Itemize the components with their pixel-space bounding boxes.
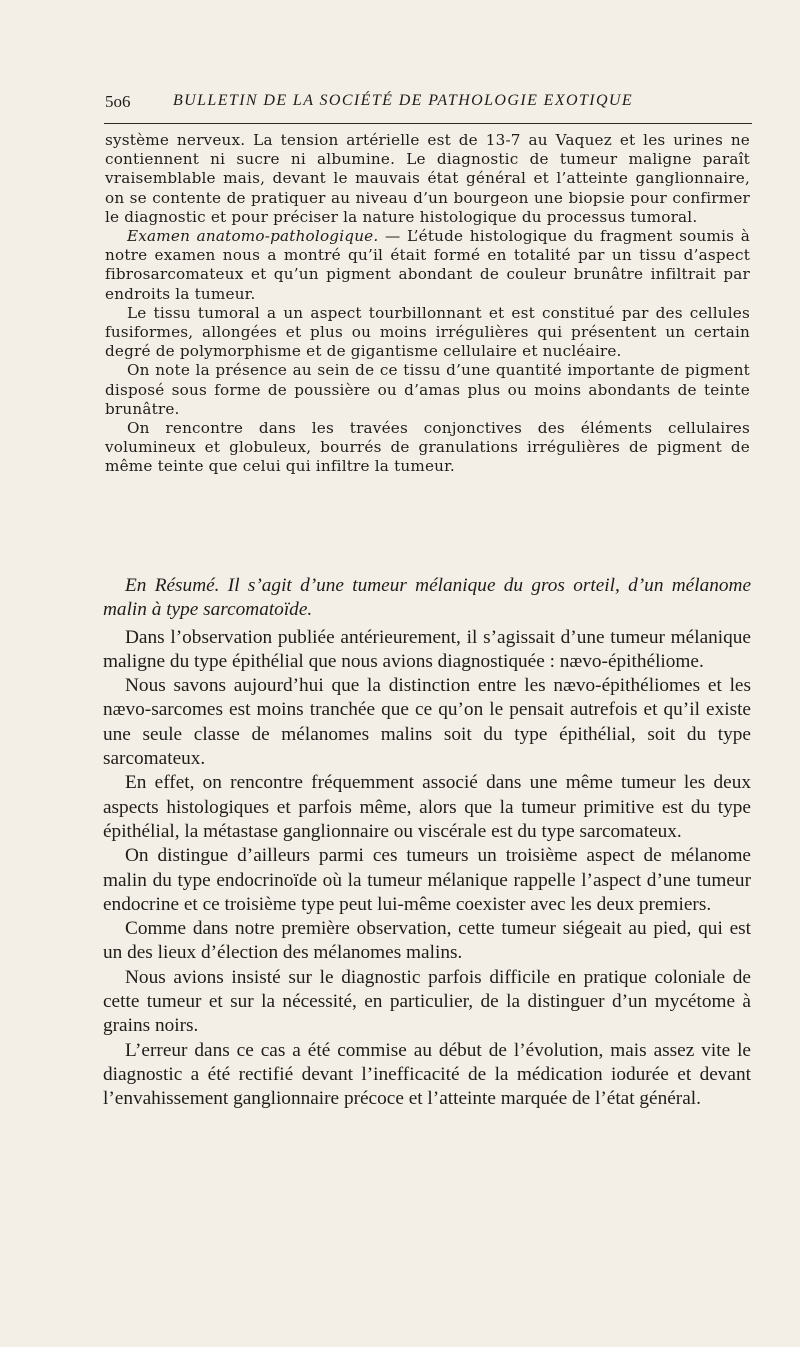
running-title: BULLETIN DE LA SOCIÉTÉ DE PATHOLOGIE EXOTIQUE <box>173 92 634 109</box>
paragraph-clinical: système nerveux. La tension artérielle est de 13-7 au Vaquez et les urines ne contiennent ni sucre ni albumine. Le diagnostic de tumeur maligne paraît vraisemblable mais, devant le mauvais état général et l’atteinte ganglionnaire, on se contente de pratiquer au niveau d’un bourgeon une biopsie pour confirmer le diagnostic et pour préciser la nature histologique du processus tumoral. <box>105 131 750 226</box>
page-header <box>105 92 750 118</box>
discussion-paragraph: Nous avions insisté sur le diagnostic parfois difficile en pratique coloniale de cette tumeur et sur la nécessité, en particulier, de la distinguer d’un mycétome à grains noirs. <box>103 966 751 1037</box>
discussion-paragraph: En effet, on rencontre fréquemment associé dans une même tumeur les deux aspects histologiques et parfois même, alors que la tumeur primitive est du type épithélial, la métastase ganglionnaire ou viscérale est du type sarcomateux. <box>103 772 751 842</box>
header-rule <box>104 123 752 124</box>
summary-paragraph: En Résumé. Il s’agit d’une tumeur mélanique du gros orteil, d’un mélanome malin à type sarcomatoïde. <box>103 575 751 621</box>
discussion-paragraph: Nous savons aujourd’hui que la distinction entre les nævo-épithéliomes et les nævo-sarcomes est moins tranchée que ce qu’on le pensait autrefois et qu’il existe une seule classe de mélanomes malins soit du type épithélial, soit du type sarcomateux. <box>103 675 751 770</box>
page-number: 5o6 <box>105 92 131 111</box>
paragraph-tissue: Le tissu tumoral a un aspect tourbillonnant et est constitué par des cellules fusiformes, allongées et plus ou moins irrégulières qui présentent un certain degré de polymorphisme et de gigantisme cellulaire et nucléaire. <box>105 303 750 361</box>
discussion-paragraph: Comme dans notre première observation, cette tumeur siégeait au pied, qui est un des lieux d’élection des mélanomes malins. <box>103 918 751 964</box>
paragraph-cells: On rencontre dans les travées conjonctives des éléments cellulaires volumineux et globuleux, bourrés de granulations irrégulières de pigment de même teinte que celui qui infiltre la tumeur. <box>105 419 750 476</box>
paragraph-pigment: On note la présence au sein de ce tissu d’une quantité importante de pigment disposé sous forme de poussière ou d’amas plus ou moins abondants de teinte brunâtre. <box>105 361 750 418</box>
discussion-paragraph: On distingue d’ailleurs parmi ces tumeurs un troisième aspect de mélanome malin du type endocrinoïde où la tumeur mélanique rappelle l’aspect d’une tumeur endocrine et ce troisième type peut lui-même coexister avec les deux premiers. <box>103 845 751 915</box>
pathology-body: — L’étude histologique du fragment soumis à notre examen nous a montré qu’il était formé en totalité par un tissu d’aspect fibrosarcomateux et qu’un pigment abondant de couleur brunâtre infiltrait par endroits la tumeur. <box>105 227 750 303</box>
case-report-section <box>105 131 750 477</box>
pathology-heading: Examen anatomo-pathologique. <box>127 227 379 246</box>
discussion-paragraph: L’erreur dans ce cas a été commise au début de l’évolution, mais assez vite le diagnostic a été rectifié devant l’inefficacité de la médication iodurée et devant l’envahissement ganglionnaire précoce et l’atteinte marquée de l’état général. <box>103 1039 751 1110</box>
paragraph-pathology <box>105 227 750 304</box>
discussion-section <box>103 574 751 1112</box>
discussion-paragraph: Dans l’observation publiée antérieurement, il s’agissait d’une tumeur mélanique maligne du type épithélial que nous avions diagnostiquée : nævo-épithéliome. <box>103 626 751 672</box>
